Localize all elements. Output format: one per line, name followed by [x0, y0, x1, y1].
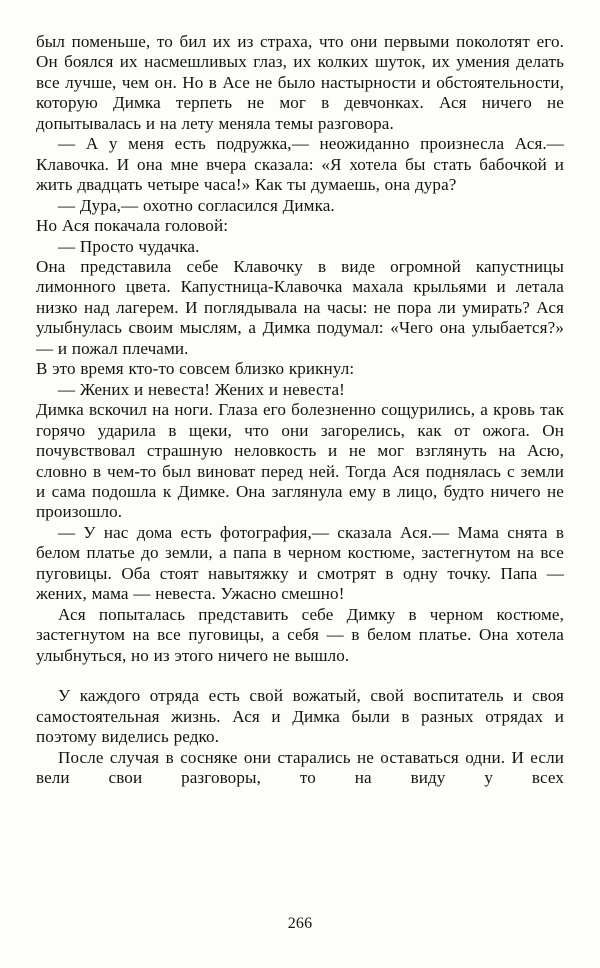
narration-paragraph: Она представила себе Клавочку в виде огромной капустницы лимонного цвета. Капустница-Клавочка махала крыльями и летала низко над лагерем. И поглядывала на часы: не пора ли умирать? Ася улыбнулась своим мыслям, а Димка подумал: «Чего она улыбается?» — и пожал плечами.	[36, 256, 564, 358]
dialogue-paragraph: — Жених и невеста! Жених и невеста!	[58, 379, 345, 399]
narration-paragraph: Димка вскочил на ноги. Глаза его болезненно сощурились, а кровь так горячо ударила в щеки, что они загорелись, как от ожога. Он почувствовал страшную неловкость и не мог взглянуть на Асю, словно в чем-то был виноват перед ней. Тогда Ася поднялась с земли и сама подошла к Димке. Она заглянула ему в лицо, будто ничего не произошло.	[36, 400, 564, 522]
page-text-block	[36, 32, 564, 789]
narration-paragraph: После случая в сосняке они старались не оставаться одни. И если вели свои разговоры, то на виду у всех	[36, 747, 564, 788]
narration-paragraph: В это время кто-то совсем близко крикнул:	[36, 359, 355, 379]
dialogue-paragraph: — Просто чудачка.	[58, 236, 200, 256]
section-break	[36, 666, 564, 686]
narration-paragraph: Но Ася покачала головой:	[36, 216, 229, 236]
paragraph-continuation: был поменьше, то бил их из страха, что они первыми поколотят его. Он боялся их насмешливых глаз, их колких шуток, их умения делать все лучше, чем он. Но в Асе не было настырности и обстоятельности, которую Димка терпеть не мог в девчонках. Ася ничего не допытывалась и на лету меняла темы разговора.	[36, 32, 564, 133]
page-number: 266	[287, 915, 313, 932]
dialogue-paragraph: — Дура,— охотно согласился Димка.	[58, 195, 335, 215]
narration-paragraph: Ася попыталась представить себе Димку в черном костюме, застегнутом на все пуговицы, а себя — в белом платье. Она хотела улыбнуться, но из этого ничего не вышло.	[36, 604, 564, 665]
dialogue-paragraph: — А у меня есть подружка,— неожиданно произнесла Ася.— Клавочка. И она мне вчера сказала: «Я хотела бы стать бабочкой и жить двадцать четыре часа!» Как ты думаешь, она дура?	[36, 134, 564, 195]
narration-paragraph: У каждого отряда есть свой вожатый, свой воспитатель и своя самостоятельная жизнь. Ася и Димка были в разных отрядах и поэтому виделись редко.	[36, 686, 564, 747]
dialogue-paragraph: — У нас дома есть фотография,— сказала Ася.— Мама снята в белом платье до земли, а папа в черном костюме, застегнутом на все пуговицы. Оба стоят навытяжку и смотрят в одну точку. Папа — жених, мама — невеста. Ужасно смешно!	[36, 522, 564, 604]
